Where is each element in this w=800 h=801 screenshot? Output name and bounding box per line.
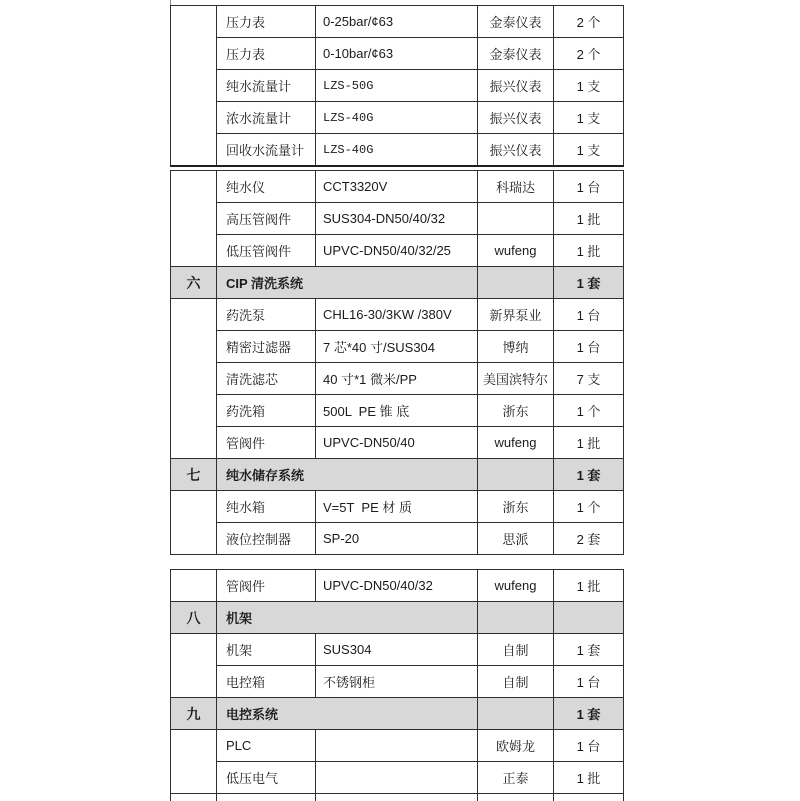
item-row (171, 171, 624, 203)
section-title: 纯水储存系统 (217, 459, 478, 491)
item-row (171, 203, 624, 235)
cell-item: 精密过滤器 (217, 331, 316, 363)
cell-qty: 1 台 (554, 666, 624, 698)
cell-spec: LZS-40G (316, 134, 478, 167)
cell-spec: 7 芯*40 寸/SUS304 (316, 331, 478, 363)
cell-brand: 振兴仪表 (478, 134, 554, 167)
cell-item: 浓水流量计 (217, 102, 316, 134)
cell-brand: 自制 (478, 666, 554, 698)
item-row (171, 666, 624, 698)
cell-item: 压力表 (217, 6, 316, 38)
section-title: 电控系统 (217, 698, 478, 730)
cell-brand: 博纳 (478, 331, 554, 363)
cell-brand: 正泰 (478, 762, 554, 794)
cell-number (171, 171, 217, 267)
item-row (171, 395, 624, 427)
cell-item: 电控箱 (217, 666, 316, 698)
item-row (171, 134, 624, 167)
cell-brand: wufeng (478, 570, 554, 602)
section-brand (478, 459, 554, 491)
cell-spec: LZS-50G (316, 70, 478, 102)
cell-qty: 1 台 (554, 171, 624, 203)
cell-spec: SUS304-DN50/40/32 (316, 203, 478, 235)
cell-spec: SUS304 (316, 634, 478, 666)
item-row (171, 331, 624, 363)
item-row (171, 38, 624, 70)
cell-item: 药洗箱 (217, 395, 316, 427)
section-number: 七 (171, 459, 217, 491)
section-brand (478, 267, 554, 299)
section-brand (478, 602, 554, 634)
cell-spec: SP-20 (316, 523, 478, 555)
cell-qty: 1 支 (554, 70, 624, 102)
cell-qty: 1 个 (554, 491, 624, 523)
cell-brand: 科瑞达 (478, 171, 554, 203)
item-row (171, 570, 624, 602)
cell-qty: 1 支 (554, 102, 624, 134)
equipment-table-middle (170, 170, 624, 555)
section-qty: 1 套 (554, 459, 624, 491)
cell-qty: 1 批 (554, 570, 624, 602)
cell-item: 低压电气 (217, 762, 316, 794)
cell-brand: 自制 (478, 634, 554, 666)
equipment-table-bottom (170, 569, 624, 801)
item-row (171, 730, 624, 762)
cell-number (171, 730, 217, 794)
cell-qty: 1 批 (554, 427, 624, 459)
cell-spec: 0-25bar/¢63 (316, 6, 478, 38)
cell-item: 液位控制器 (217, 523, 316, 555)
cell-brand: 金泰仪表 (478, 6, 554, 38)
item-row (171, 491, 624, 523)
cell-item: 压力表 (217, 38, 316, 70)
cell-spec (316, 762, 478, 794)
cell-spec: 0-10bar/¢63 (316, 38, 478, 70)
cell-item: PLC (217, 730, 316, 762)
cell-number (171, 570, 217, 602)
cell-item: 高压管阀件 (217, 203, 316, 235)
cell-item: 纯水流量计 (217, 70, 316, 102)
section-qty: 1 套 (554, 267, 624, 299)
cell-qty: 1 批 (554, 235, 624, 267)
cell-spec: CCT3320V (316, 171, 478, 203)
cell-brand: 思派 (478, 523, 554, 555)
equipment-table-top (170, 5, 624, 167)
cell-spec: UPVC-DN50/40 (316, 427, 478, 459)
cell-number (171, 299, 217, 459)
cell-spec: CHL16-30/3KW /380V (316, 299, 478, 331)
cell-qty: 1 台 (554, 299, 624, 331)
cell-brand: 金泰仪表 (478, 38, 554, 70)
cell-qty: 1 台 (554, 730, 624, 762)
section-number: 六 (171, 267, 217, 299)
item-row (171, 363, 624, 395)
cell-spec: 不锈钢柜 (316, 666, 478, 698)
cell-item: 管阀件 (217, 427, 316, 459)
section-row (171, 602, 624, 634)
item-row (171, 634, 624, 666)
cell-qty: 2 个 (554, 38, 624, 70)
cell-spec: 40 寸*1 微米/PP (316, 363, 478, 395)
cell-item: 药洗泵 (217, 299, 316, 331)
section-row (171, 698, 624, 730)
cell-brand (478, 203, 554, 235)
cell-item: 纯水仪 (217, 171, 316, 203)
section-qty: 1 套 (554, 698, 624, 730)
cell-brand: 美国滨特尔 (478, 363, 554, 395)
cell-number (171, 634, 217, 698)
cell-spec: UPVC-DN50/40/32/25 (316, 235, 478, 267)
cell-qty: 1 套 (554, 634, 624, 666)
section-qty (554, 602, 624, 634)
document-tables (170, 0, 640, 801)
cell-qty: 1 个 (554, 395, 624, 427)
cell-item: 纯水箱 (217, 491, 316, 523)
cell-qty: 1 支 (554, 134, 624, 167)
cell-spec: UPVC-DN50/40/32 (316, 570, 478, 602)
cell-item: 清洗滤芯 (217, 363, 316, 395)
cell-brand: wufeng (478, 235, 554, 267)
section-title: 机架 (217, 602, 478, 634)
cell-spec: V=5T PE 材 质 (316, 491, 478, 523)
cell-qty: 2 个 (554, 6, 624, 38)
cell-qty: 2 套 (554, 523, 624, 555)
cell-qty: 1 批 (554, 203, 624, 235)
item-row (171, 299, 624, 331)
cell-qty: 7 支 (554, 363, 624, 395)
section-row (171, 459, 624, 491)
cell-item: 管阀件 (217, 570, 316, 602)
item-row (171, 6, 624, 38)
cell-brand: 新界泵业 (478, 299, 554, 331)
item-row (171, 523, 624, 555)
cell-item: 低压管阀件 (217, 235, 316, 267)
cell-brand: 振兴仪表 (478, 70, 554, 102)
cell-brand: wufeng (478, 427, 554, 459)
section-number: 八 (171, 602, 217, 634)
cell-item: 机架 (217, 634, 316, 666)
item-row (171, 427, 624, 459)
cell-qty: 1 台 (554, 331, 624, 363)
cell-brand: 浙东 (478, 491, 554, 523)
cell-brand: 欧姆龙 (478, 730, 554, 762)
section-row (171, 267, 624, 299)
section-title: CIP 清洗系统 (217, 267, 478, 299)
cell-spec: 500L PE 锥 底 (316, 395, 478, 427)
cell-brand: 振兴仪表 (478, 102, 554, 134)
cell-spec (316, 730, 478, 762)
item-row (171, 70, 624, 102)
section-number: 九 (171, 698, 217, 730)
cell-number (171, 6, 217, 167)
cell-qty: 1 批 (554, 762, 624, 794)
cell-brand: 浙东 (478, 395, 554, 427)
item-row (171, 235, 624, 267)
cell-spec: LZS-40G (316, 102, 478, 134)
item-row (171, 102, 624, 134)
cell-number (171, 491, 217, 555)
cell-item: 回收水流量计 (217, 134, 316, 167)
section-brand (478, 698, 554, 730)
item-row (171, 762, 624, 794)
